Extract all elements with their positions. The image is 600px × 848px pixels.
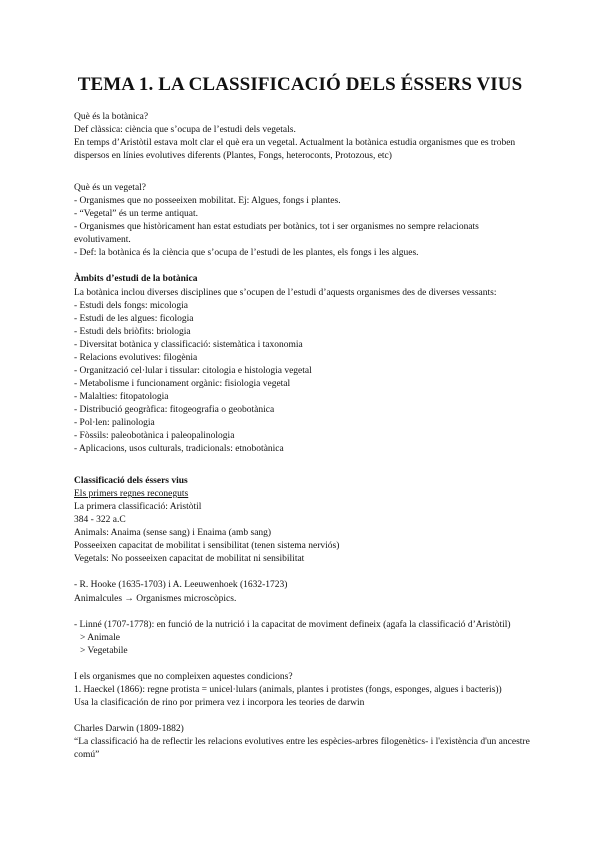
list-item: - Organismes que no posseeixen mobilitat. Ej: Algues, fongs i plantes. xyxy=(74,196,341,207)
paragraph-line: 384 - 322 a.C xyxy=(74,515,126,526)
paragraph-line: Usa la clasificación de rino por primera vez i incorpora les teories de darwin xyxy=(74,697,365,708)
section-heading-ambits: Àmbits d’estudi de la botànica xyxy=(74,274,198,285)
paragraph-line: Posseeixen capacitat de mobilitat i sensibilitat (tenen sistema nerviós) xyxy=(74,541,340,552)
paragraph-line: 1. Haeckel (1866): regne protista = unicel·lulars (animals, plantes i protistes (fongs, esponges, algues i bacteris)) xyxy=(74,684,502,695)
list-item: - Estudi dels fongs: micologia xyxy=(74,300,188,311)
subsection-heading: Els primers regnes reconeguts xyxy=(74,489,189,500)
section-heading-classificacio: Classificació dels éssers vius xyxy=(74,476,188,487)
paragraph-line: La botànica inclou diverses disciplines que s’ocupen de l’estudi d’aquests organismes des de diverses vessants: xyxy=(74,287,497,298)
list-item: - Estudi de les algues: ficologia xyxy=(74,313,194,324)
quote-line: “La classificació ha de reflectir les relacions evolutives entre les espècies-arbres filogenètics- i l'existència d'un ancestre comú” xyxy=(74,736,530,760)
list-item: > Animale xyxy=(80,632,120,643)
paragraph-line: La primera classificació: Aristòtil xyxy=(74,502,202,513)
section-heading-botanica: Què és la botànica? xyxy=(74,112,149,122)
list-item: - Distribució geogràfica: fitogeografia o geobotànica xyxy=(74,404,275,415)
list-item: - Organització cel·lular i tissular: citologia e histologia vegetal xyxy=(74,365,312,376)
question-line: I els organismes que no compleixen aquestes condicions? xyxy=(74,671,293,682)
list-item: - Relacions evolutives: filogènia xyxy=(74,352,198,363)
paragraph-line: En temps d’Aristòtil estava molt clar el què era un vegetal. Actualment la botànica estudia organismes que es troben dispersos en línies evolutives diferents (Plantes, Fongs, heteroconts, Protozous, etc) xyxy=(74,138,516,162)
list-item: - Estudi dels briòfits: briologia xyxy=(74,326,191,337)
paragraph-line: Animals: Anaima (sense sang) i Enaima (amb sang) xyxy=(74,528,272,539)
list-item: - Pol·len: palinologia xyxy=(74,417,155,428)
paragraph-line: - Linné (1707-1778): en funció de la nutrició i la capacitat de moviment defineix (agafa la classificació d’Aristòtil) xyxy=(74,619,511,630)
paragraph-line: Charles Darwin (1809-1882) xyxy=(74,723,184,734)
paragraph-line: Vegetals: No posseeixen capacitat de mobilitat ni sensibilitat xyxy=(74,554,305,565)
list-item: - Metabolisme i funcionament orgànic: fisiologia vegetal xyxy=(74,378,291,389)
document-body xyxy=(74,111,534,762)
list-item: - Diversitat botànica y classificació: sistemàtica i taxonomia xyxy=(74,339,303,350)
section-heading-vegetal: Què és un vegetal? xyxy=(74,183,147,194)
list-item: - Aplicacions, usos culturals, tradicionals: etnobotànica xyxy=(74,444,284,455)
paragraph-line: Def clàssica: ciència que s’ocupa de l’estudi dels vegetals. xyxy=(74,125,296,136)
list-item: > Vegetabile xyxy=(80,645,128,656)
paragraph-line: - R. Hooke (1635-1703) i A. Leeuwenhoek (1632-1723) xyxy=(74,580,288,591)
list-item: - Def: la botànica és la ciència que s’ocupa de l’estudi de les plantes, els fongs i les algues. xyxy=(74,248,419,259)
list-item: - Malalties: fitopatologia xyxy=(74,391,169,402)
list-item: - Fòssils: paleobotànica i paleopalinologia xyxy=(74,431,235,442)
list-item: - Organismes que històricament han estat estudiats per botànics, tot i ser organismes no sempre relacionats evolutivament. xyxy=(74,222,479,246)
list-item: - “Vegetal” és un terme antiquat. xyxy=(74,209,198,220)
paragraph-line: Animalcules → Organismes microscòpics. xyxy=(74,593,237,604)
page-title: TEMA 1. LA CLASSIFICACIÓ DELS ÉSSERS VIUS xyxy=(77,74,523,95)
